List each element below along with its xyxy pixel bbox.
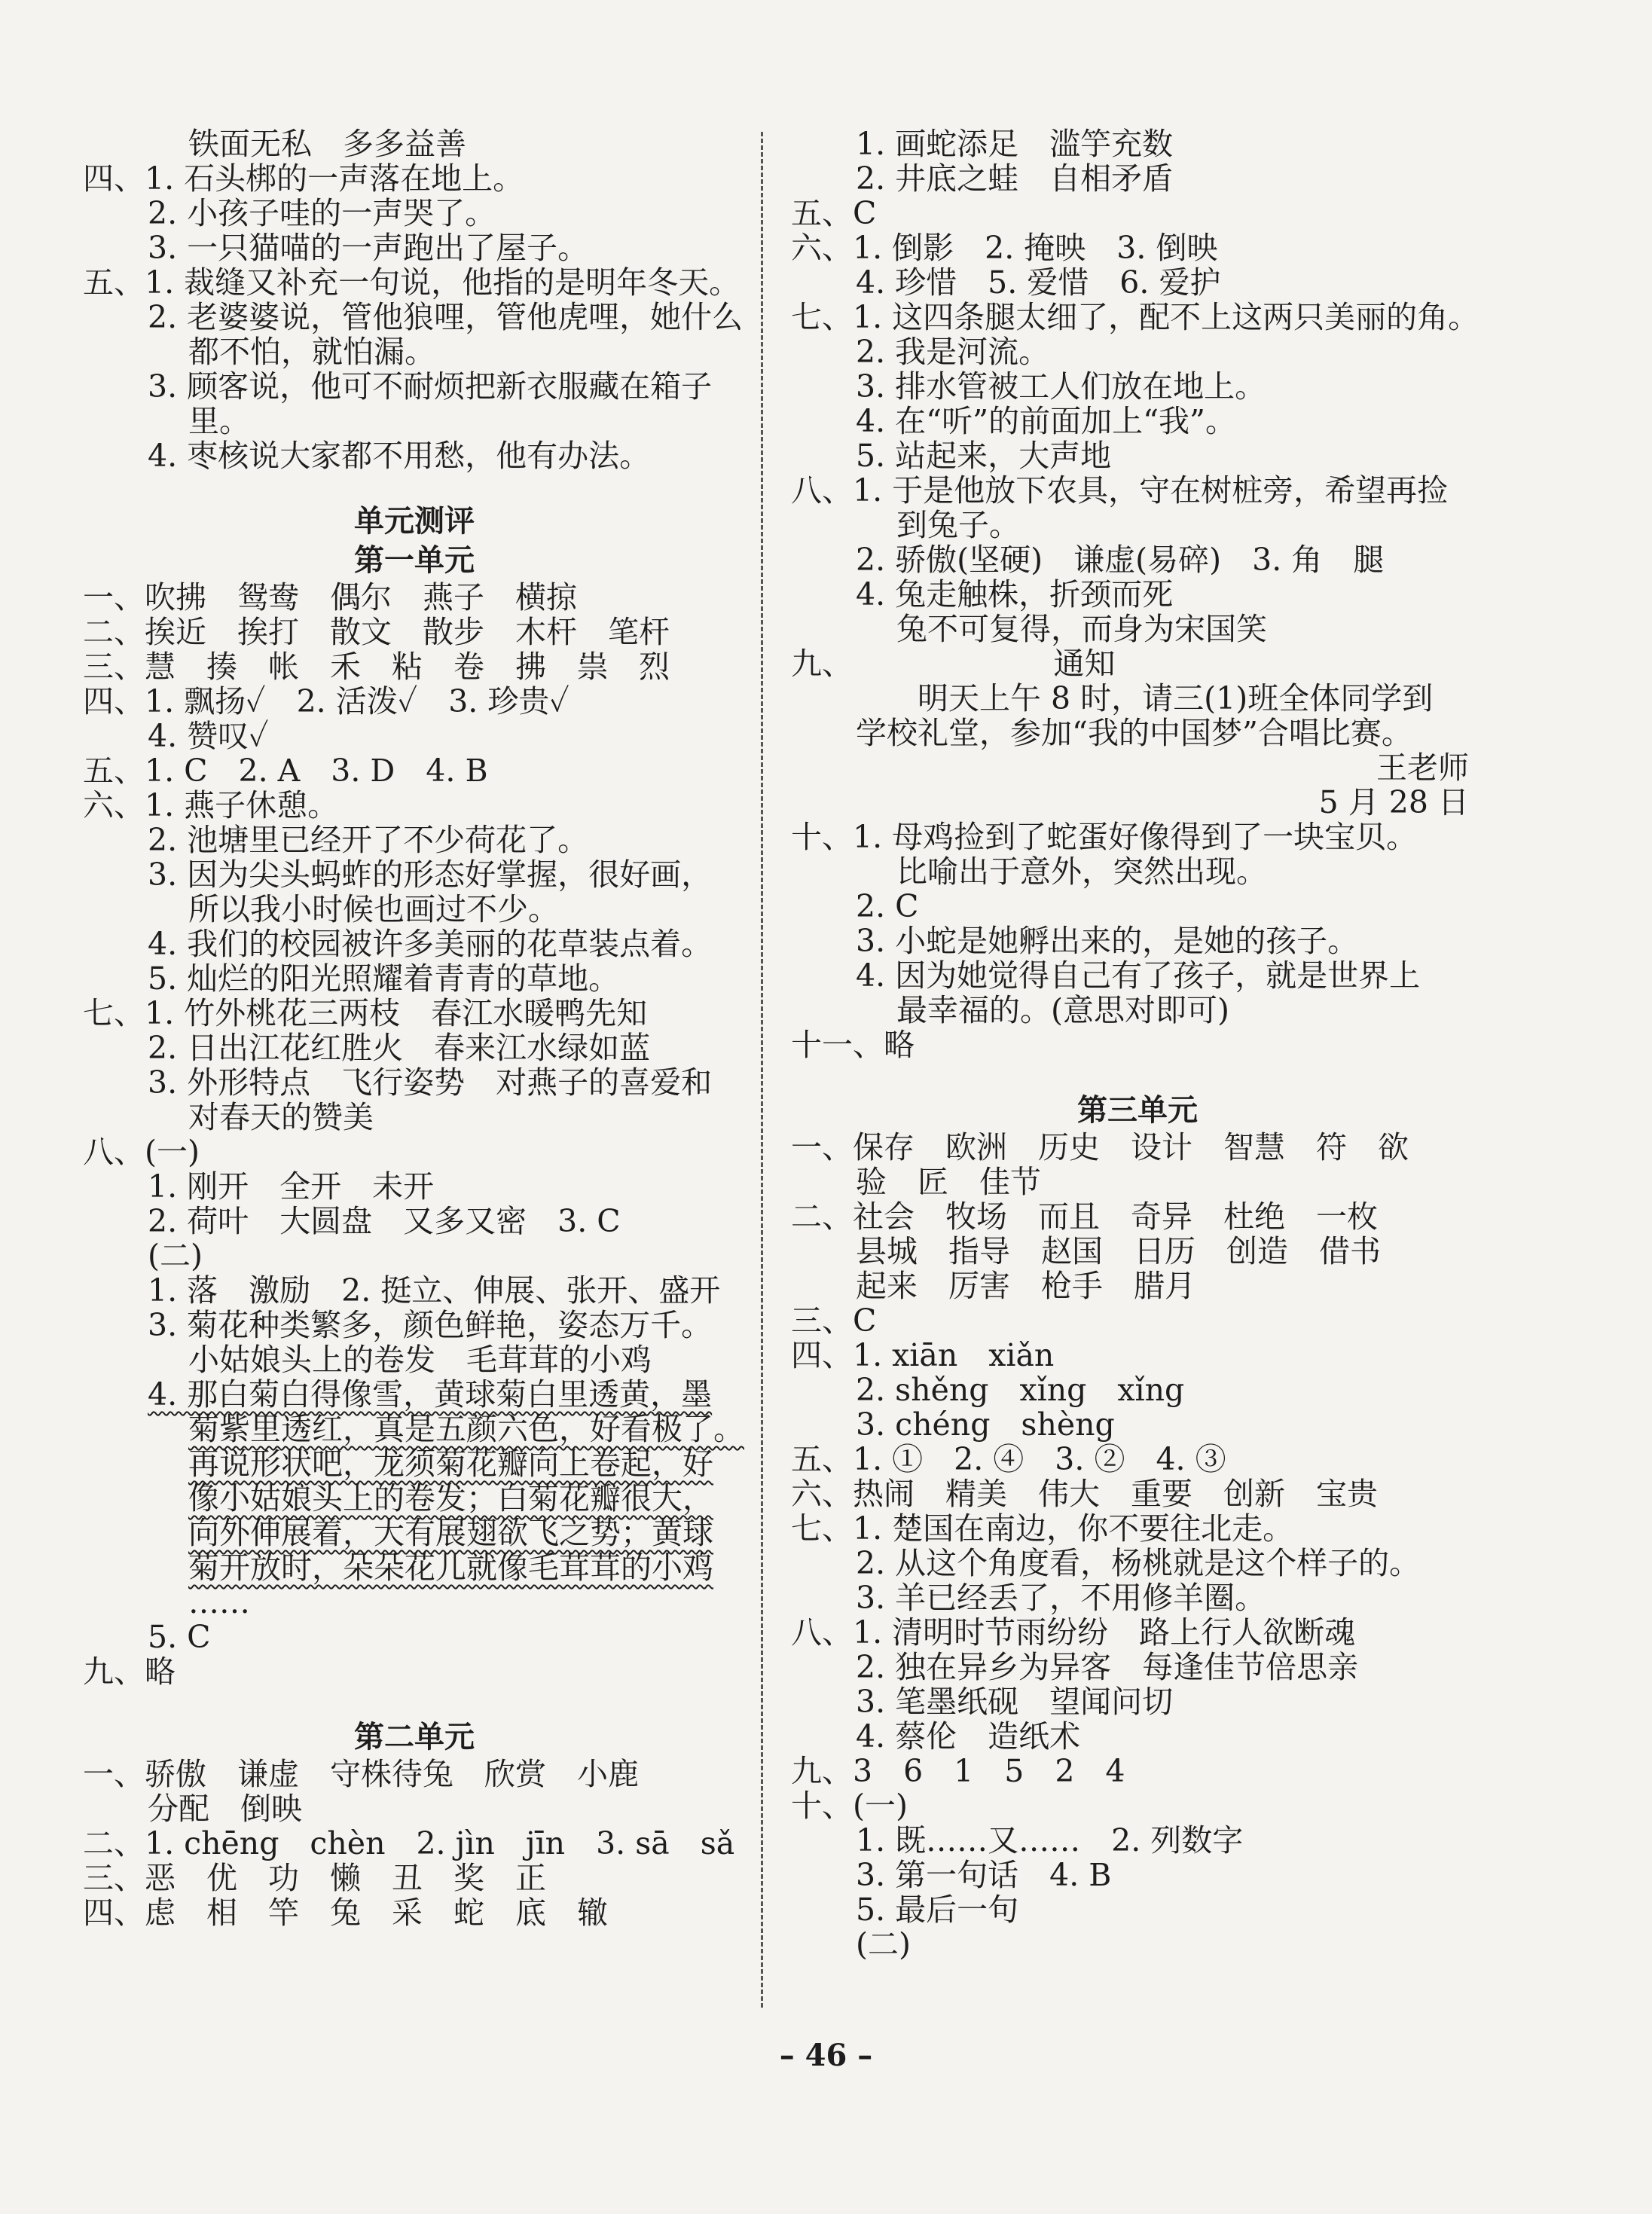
answer-line: 1. 落 激励 2. 挺立、伸展、张开、盛开 xyxy=(148,1272,721,1309)
answer-line: 九、3 6 1 5 2 4 xyxy=(791,1753,1125,1789)
answer-line: 县城 指导 赵国 日历 创造 借书 xyxy=(856,1233,1381,1269)
section-gap xyxy=(83,1689,746,1718)
answer-line: 1. 既……又…… 2. 列数字 xyxy=(856,1822,1244,1858)
answer-line: 七、1. 竹外桃花三两枝 春江水暖鸭先知 xyxy=(83,995,648,1031)
section-gap xyxy=(83,473,746,502)
answer-line: 3. 小蛇是她孵出来的，是她的孩子。 xyxy=(856,923,1359,959)
answer-line: 4. 赞叹✓ xyxy=(148,718,269,754)
section-heading: 第三单元 xyxy=(1077,1093,1198,1128)
answer-line: 七、1. 楚国在南边，你不要往北走。 xyxy=(791,1510,1294,1547)
answer-line: 3. 顾客说，他可不耐烦把新衣服藏在箱子 xyxy=(148,368,713,405)
answer-line: 1. 画蛇添足 滥竽充数 xyxy=(856,126,1174,162)
answer-line: 兔不可复得，而身为宋国笑 xyxy=(896,611,1267,647)
answer-line: 再说形状吧，龙须菊花瓣向上卷起，好 xyxy=(188,1446,713,1482)
answer-line: 4. 我们的校园被许多美丽的花草装点着。 xyxy=(148,926,713,962)
answer-line: 5. C xyxy=(148,1619,211,1655)
answer-line: 二、1. chēng chèn 2. jìn jīn 3. sā sǎ xyxy=(83,1825,735,1861)
answer-line: 5. 灿烂的阳光照耀着青青的草地。 xyxy=(148,960,620,997)
answer-line: 八、1. 清明时节雨纷纷 路上行人欲断魂 xyxy=(791,1614,1356,1651)
answer-line: 2. 独在异乡为异客 每逢佳节倍思亲 xyxy=(856,1649,1359,1685)
answer-line: 菊紫里透红，真是五颜六色，好看极了。 xyxy=(188,1411,744,1447)
answer-line: …… xyxy=(188,1584,250,1620)
answer-line: 三、C xyxy=(791,1302,877,1339)
answer-line: 起来 厉害 枪手 腊月 xyxy=(856,1268,1195,1304)
page-number: – 46 – xyxy=(779,2038,873,2073)
answer-line: 4. 蔡伦 造纸术 xyxy=(856,1718,1081,1754)
answer-line: 最幸福的。(意思对即可) xyxy=(896,992,1229,1028)
answer-line: 四、1. xiān xiǎn xyxy=(791,1337,1055,1373)
answer-line: 明天上午 8 时，请三(1)班全体同学到 xyxy=(856,680,1434,716)
answer-line: 2. 小孩子哇的一声哭了。 xyxy=(148,195,496,231)
answer-line: 五、1. 裁缝又补充一句说，他指的是明年冬天。 xyxy=(83,264,740,301)
answer-line: 3. 笔墨纸砚 望闻问切 xyxy=(856,1684,1174,1720)
answer-line: 验 匠 佳节 xyxy=(856,1164,1041,1200)
answer-line: 四、1. 飘扬✓ 2. 活泼✓ 3. 珍贵✓ xyxy=(83,683,569,719)
answer-line: 1. 刚开 全开 未开 xyxy=(148,1168,435,1205)
answer-line: 九、 通知 xyxy=(791,646,1116,682)
answer-line: 3. chéng shèng xyxy=(856,1406,1115,1443)
answer-line: 4. 在“听”的前面加上“我”。 xyxy=(856,403,1236,439)
answer-line: 一、保存 欧洲 历史 设计 智慧 符 欲 xyxy=(791,1129,1409,1165)
section-heading: 单元测评 xyxy=(354,504,475,539)
answer-line: 二、社会 牧场 而且 奇异 杜绝 一枚 xyxy=(791,1199,1378,1235)
answer-line: 四、虑 相 竿 兔 采 蛇 底 辙 xyxy=(83,1895,608,1931)
answer-line: 分配 倒映 xyxy=(148,1791,302,1827)
answer-line: 2. 我是河流。 xyxy=(856,334,1050,370)
section-heading: 第二单元 xyxy=(354,1720,475,1754)
answer-line: 七、1. 这四条腿太细了，配不上这两只美丽的角。 xyxy=(791,299,1479,335)
answer-line: 一、骄傲 谦虚 守株待兔 欣赏 小鹿 xyxy=(83,1756,639,1792)
answer-line: 都不怕，就怕漏。 xyxy=(188,334,435,370)
answer-line: 学校礼堂，参加“我的中国梦”合唱比赛。 xyxy=(856,715,1412,751)
answer-line: 对春天的赞美 xyxy=(188,1099,374,1135)
answer-line: 十一、略 xyxy=(791,1027,915,1063)
answer-line: 5. 站起来，大声地 xyxy=(856,438,1112,474)
answer-line: 菊开放时，朵朵花儿就像毛茸茸的小鸡 xyxy=(188,1550,713,1586)
answer-line: 2. 从这个角度看，杨桃就是这个样子的。 xyxy=(856,1545,1421,1581)
left-column xyxy=(83,127,746,1930)
answer-line: 3. 羊已经丢了，不用修羊圈。 xyxy=(856,1580,1266,1616)
answer-line: 铁面无私 多多益善 xyxy=(188,126,466,162)
answer-line: 2. C xyxy=(856,888,919,924)
answer-line: 3. 一只猫喵的一声跑出了屋子。 xyxy=(148,230,589,266)
right-column xyxy=(791,127,1484,1962)
answer-line: 十、1. 母鸡捡到了蛇蛋好像得到了一块宝贝。 xyxy=(791,819,1418,855)
answer-line: 二、挨近 挨打 散文 散步 木杆 笔杆 xyxy=(83,614,670,650)
answer-line: 比喻出于意外，突然出现。 xyxy=(896,854,1267,890)
answer-line: 向外伸展着，大有展翅欲飞之势；黄球 xyxy=(188,1515,713,1551)
answer-line: 十、(一) xyxy=(791,1788,908,1824)
answer-line: 八、1. 于是他放下农具，守在树桩旁，希望再捡 xyxy=(791,472,1449,508)
answer-line: 2. 井底之蛙 自相矛盾 xyxy=(856,160,1174,197)
section-gap xyxy=(791,1062,1484,1091)
answer-line: 到兔子。 xyxy=(896,507,1020,543)
answer-line: 2. shěng xǐng xǐng xyxy=(856,1372,1185,1408)
answer-line: 五、1. ① 2. ④ 3. ② 4. ③ xyxy=(791,1441,1226,1477)
answer-line: (二) xyxy=(856,1926,911,1962)
answer-line: 一、吹拂 鸳鸯 偶尔 燕子 横掠 xyxy=(83,579,577,615)
answer-line: 2. 老婆婆说，管他狼哩，管他虎哩，她什么 xyxy=(148,299,744,335)
answer-line: 3. 排水管被工人们放在地上。 xyxy=(856,368,1266,405)
answer-line: 六、1. 倒影 2. 掩映 3. 倒映 xyxy=(791,230,1218,266)
answer-line: 3. 因为尖头蚂蚱的形态好掌握，很好画， xyxy=(148,857,713,893)
answer-line: 2. 荷叶 大圆盘 又多又密 3. C xyxy=(148,1203,621,1239)
section-heading: 第一单元 xyxy=(354,543,475,578)
answer-line: 3. 菊花种类繁多，颜色鲜艳，姿态万千。 xyxy=(148,1307,713,1343)
answer-line: 四、1. 石头梆的一声落在地上。 xyxy=(83,160,524,197)
answer-line: 4. 那白菊白得像雪，黄球菊白里透黄，墨 xyxy=(148,1376,713,1412)
answer-line: 六、热闹 精美 伟大 重要 创新 宝贵 xyxy=(791,1476,1378,1512)
answer-line: 五、1. C 2. A 3. D 4. B xyxy=(83,753,488,789)
answer-line: 2. 池塘里已经开了不少荷花了。 xyxy=(148,822,589,858)
column-divider xyxy=(761,132,763,2008)
answer-line: (二) xyxy=(148,1238,203,1274)
answer-line: 3. 第一句话 4. B xyxy=(856,1857,1112,1893)
answer-line: 像小姑娘头上的卷发；白菊花瓣很大， xyxy=(188,1480,713,1516)
answer-line: 5. 最后一句 xyxy=(856,1892,1019,1928)
answer-line: 4. 兔走触株，折颈而死 xyxy=(856,576,1174,612)
answer-line: 三、恶 优 功 懒 丑 奖 正 xyxy=(83,1860,546,1896)
answer-line: 2. 日出江花红胜火 春来江水绿如蓝 xyxy=(148,1030,651,1066)
answer-line: 4. 因为她觉得自己有了孩子，就是世界上 xyxy=(856,957,1421,994)
answer-line: 3. 外形特点 飞行姿势 对燕子的喜爱和 xyxy=(148,1064,713,1101)
answer-line: 4. 珍惜 5. 爱惜 6. 爱护 xyxy=(856,264,1221,301)
answer-line: 三、慧 揍 帐 禾 粘 卷 拂 祟 烈 xyxy=(83,649,670,685)
answer-line: 4. 枣核说大家都不用愁，他有办法。 xyxy=(148,438,651,474)
answer-line: 八、(一) xyxy=(83,1134,200,1170)
answer-line: 九、略 xyxy=(83,1654,176,1690)
answer-line: 里。 xyxy=(188,403,250,439)
answer-line: 所以我小时候也画过不少。 xyxy=(188,891,559,927)
answer-line: 六、1. 燕子休憩。 xyxy=(83,787,339,823)
answer-line: 2. 骄傲(坚硬) 谦虚(易碎) 3. 角 腿 xyxy=(856,542,1385,578)
answer-line: 王老师 xyxy=(1376,750,1469,786)
answer-line: 小姑娘头上的卷发 毛茸茸的小鸡 xyxy=(188,1342,652,1378)
answer-line: 五、C xyxy=(791,195,877,231)
answer-line: 5 月 28 日 xyxy=(1318,784,1469,820)
